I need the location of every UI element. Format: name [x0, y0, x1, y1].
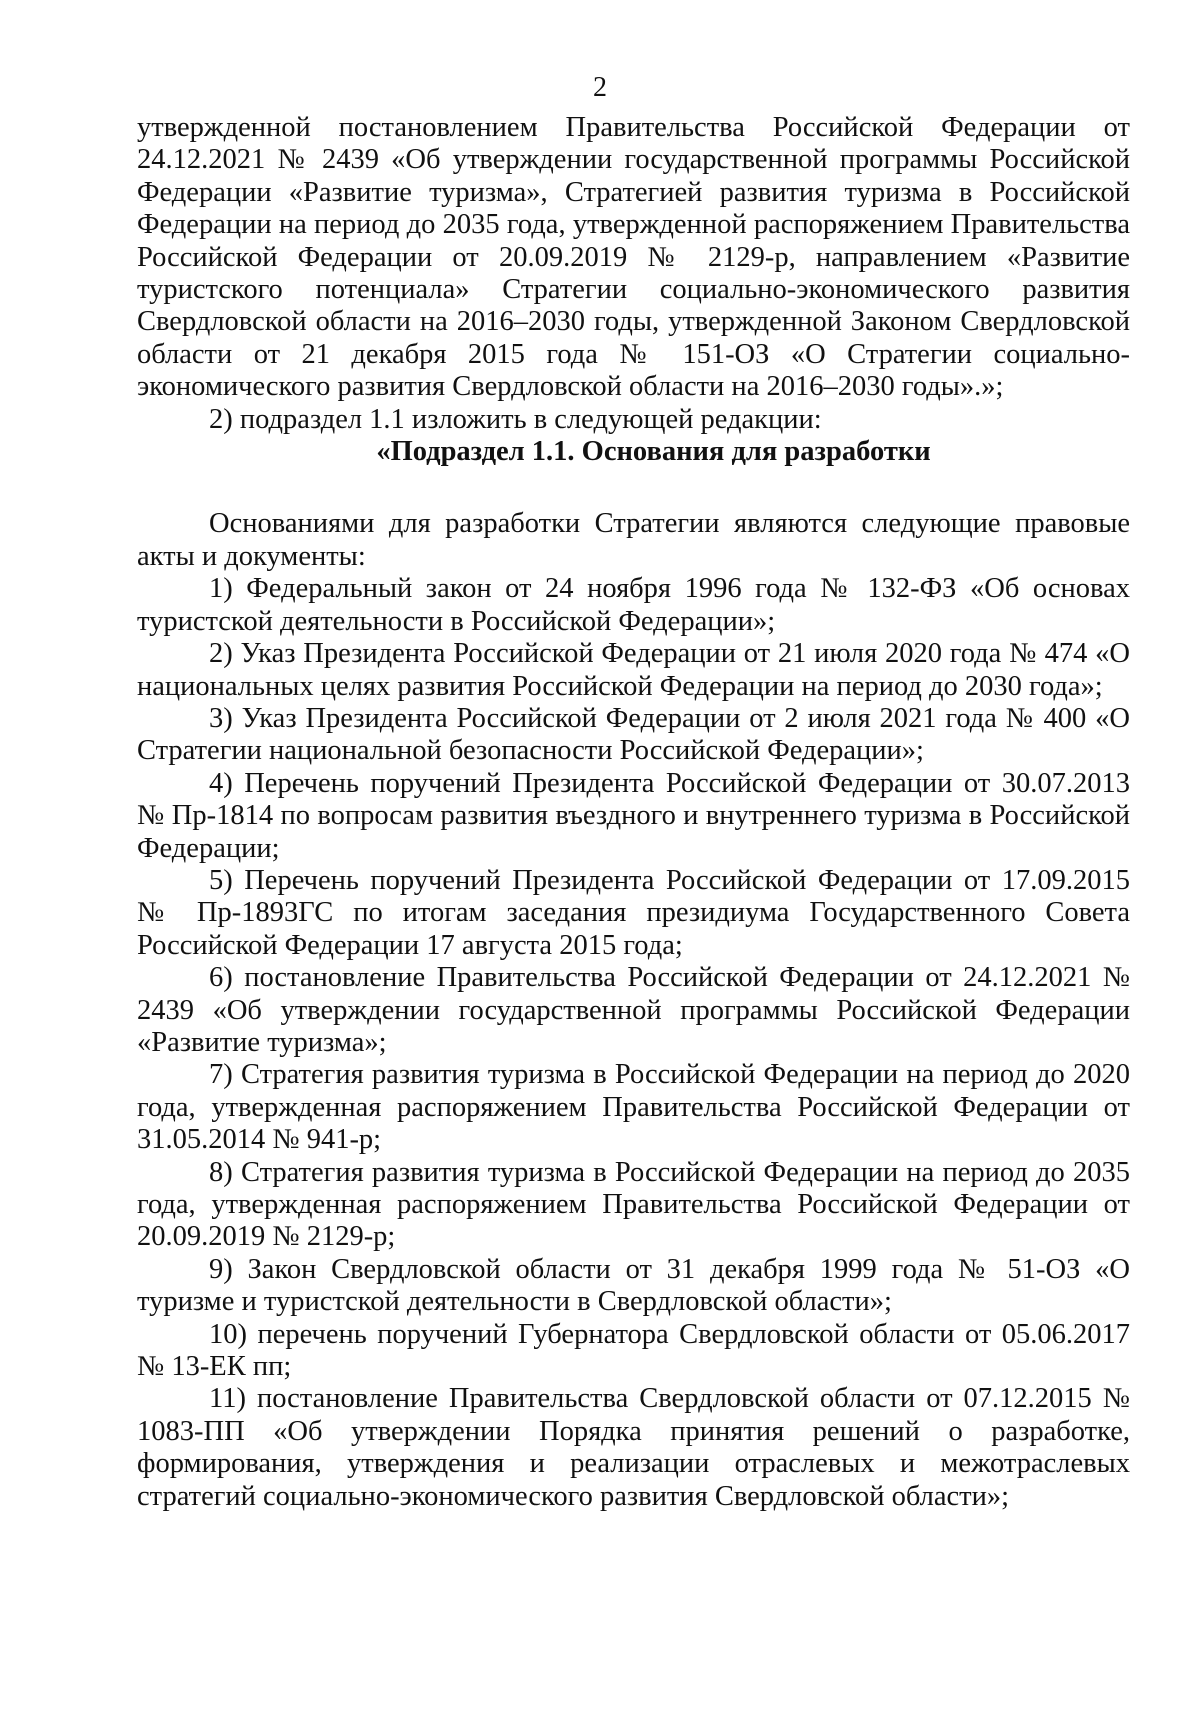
list-item: 9) Закон Свердловской области от 31 декабря 1999 года № 51-ОЗ «О туризме и туристской деятельности в Свердловской области»;	[137, 1253, 1130, 1318]
list-item: 7) Стратегия развития туризма в Российской Федерации на период до 2020 года, утвержденная распоряжением Правительства Российской Федерации от 31.05.2014 № 941-р;	[137, 1059, 1130, 1156]
list-item: 10) перечень поручений Губернатора Свердловской области от 05.06.2017 № 13-ЕК пп;	[137, 1318, 1130, 1383]
list-item: 4) Перечень поручений Президента Российской Федерации от 30.07.2013 № Пр-1814 по вопросам развития въездного и внутреннего туризма в Российской Федерации;	[137, 767, 1130, 864]
amendment-paragraph: 2) подраздел 1.1 изложить в следующей редакции:	[209, 403, 822, 435]
document-body	[137, 112, 1130, 1513]
list-item: 11) постановление Правительства Свердловской области от 07.12.2015 № 1083-ПП «Об утверждении Порядка принятия решений о разработке, формирования, утверждения и реализации отраслевых и межотраслевых стратегий социально-экономического развития Свердловской области»;	[137, 1383, 1130, 1512]
list-item: 3) Указ Президента Российской Федерации от 2 июля 2021 года № 400 «О Стратегии национальной безопасности Российской Федерации»;	[137, 702, 1130, 767]
page-number: 2	[593, 72, 607, 103]
list-item: 1) Федеральный закон от 24 ноября 1996 года № 132-ФЗ «Об основах туристской деятельности в Российской Федерации»;	[137, 573, 1130, 637]
list-item: 6) постановление Правительства Российской Федерации от 24.12.2021 № 2439 «Об утверждении государственной программы Российской Федерации «Развитие туризма»;	[137, 962, 1130, 1058]
list-item: 5) Перечень поручений Президента Российской Федерации от 17.09.2015 № Пр-1893ГС по итогам заседания президиума Государственного Совета Российской Федерации 17 августа 2015 года;	[137, 864, 1130, 961]
lead-paragraph: Основаниями для разработки Стратегии являются следующие правовые акты и документы:	[137, 508, 1130, 572]
section-heading: «Подраздел 1.1. Основания для разработки	[376, 436, 931, 468]
list-item: 2) Указ Президента Российской Федерации от 21 июля 2020 года № 474 «О национальных целях развития Российской Федерации на период до 2030 года»;	[137, 638, 1130, 702]
list-item: 8) Стратегия развития туризма в Российской Федерации на период до 2035 года, утвержденная распоряжением Правительства Российской Федерации от 20.09.2019 № 2129-р;	[137, 1156, 1130, 1253]
intro-paragraph: утвержденной постановлением Правительства Российской Федерации от 24.12.2021 № 2439 «Об утверждении государственной программы Российской Федерации «Развитие туризма», Стратегией развития туризма в Российской Федерации на период до 2035 года, утвержденной распоряжением Правительства Российской Федерации от 20.09.2019 № 2129-р, направлением «Развитие туристского потенциала» Стратегии социально-экономического развития Свердловской области на 2016–2030 годы, утвержденной Законом Свердловской области от 21 декабря 2015 года № 151-ОЗ «О Стратегии социально-экономического развития Свердловской области на 2016–2030 годы».»;	[137, 112, 1130, 403]
spacer	[137, 468, 1130, 508]
